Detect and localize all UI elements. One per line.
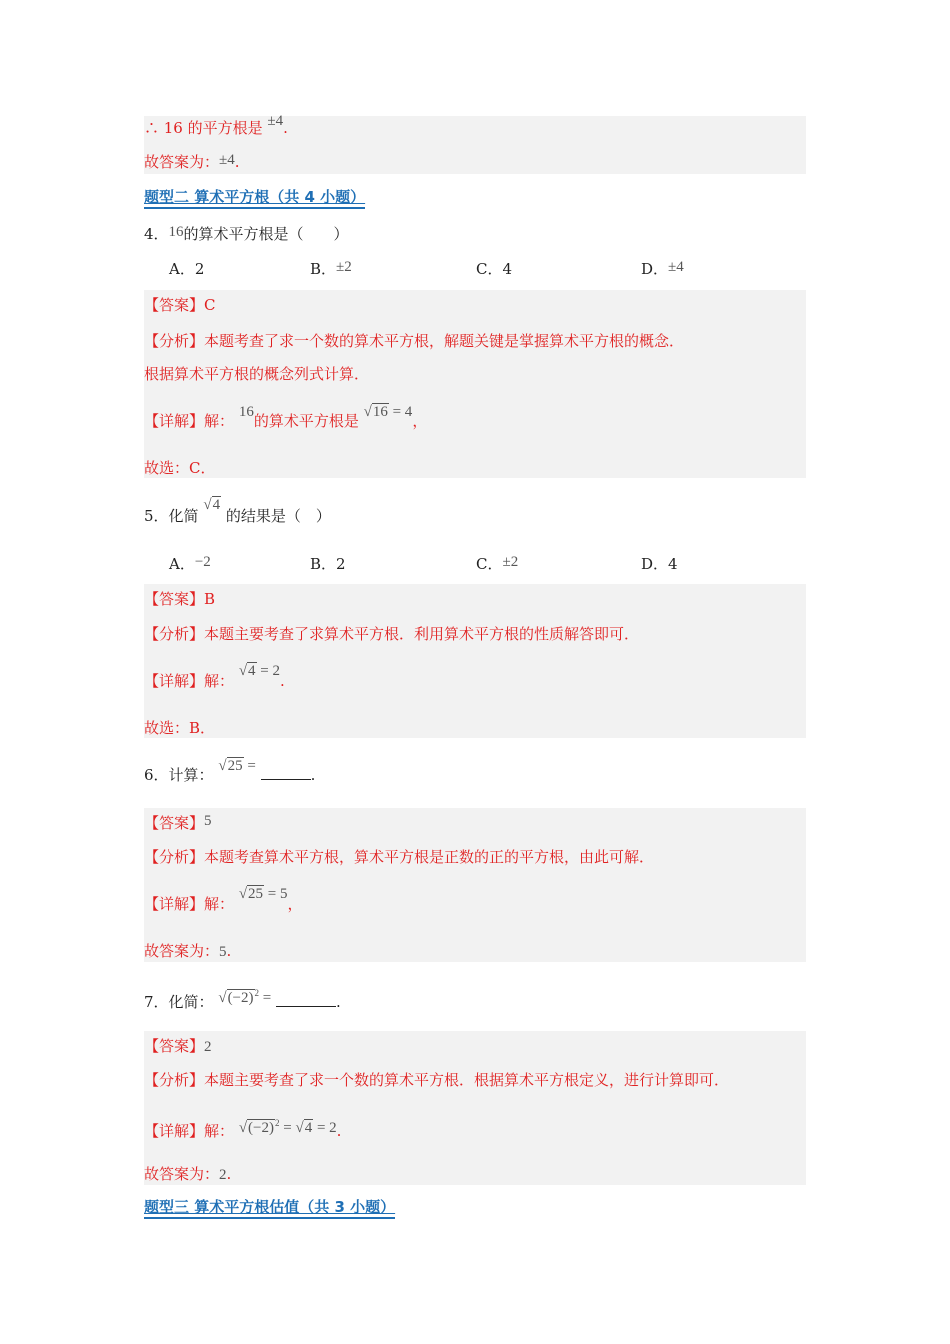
- option-label: A．: [169, 260, 195, 278]
- sqrt-icon: √: [218, 990, 227, 1006]
- option-value: 2: [194, 260, 205, 278]
- conclusion-line: 故选：B．: [144, 719, 216, 737]
- option-value: −2: [194, 554, 211, 570]
- detail-tag: 【详解】: [144, 672, 205, 690]
- option-a: [169, 259, 204, 279]
- sqrt-icon: √: [238, 1120, 248, 1136]
- question-text: 的算术平方根是（ ）: [183, 225, 349, 243]
- answer-tag: 【答案】: [144, 296, 205, 314]
- analysis-text: 本题考查算术平方根，算术平方根是正数的正的平方根，由此可解．: [204, 848, 655, 866]
- analysis-line: [144, 1070, 729, 1090]
- question-7-stem: [144, 988, 341, 1013]
- option-b: [310, 259, 352, 280]
- math-expression: 16: [168, 224, 184, 240]
- answer-line: [144, 295, 216, 315]
- answer-line: [144, 589, 215, 609]
- math-expression: √25 = 5: [238, 886, 288, 902]
- detail-text: 的算术平方根是: [253, 412, 359, 430]
- option-d: [641, 554, 678, 574]
- detail-prefix: 解：: [204, 895, 235, 913]
- conclusion-value: 5: [219, 944, 227, 960]
- math-expression: $√(-2)^2 = √4 = 2$: [238, 1118, 337, 1136]
- analysis-line: [144, 847, 654, 867]
- solution-box-q5: [144, 584, 806, 738]
- conclusion-text: 故答案为：: [144, 153, 220, 171]
- option-value: ±2: [336, 259, 352, 275]
- option-d: [641, 259, 684, 280]
- conclusion-text: 故答案为：: [144, 942, 220, 960]
- option-label: D．: [641, 555, 669, 573]
- math-expression: √4 = 2: [238, 663, 281, 679]
- analysis-text: 本题主要考查了求算术平方根．利用算术平方根的性质解答即可．: [204, 625, 640, 643]
- analysis-tag: 【分析】: [144, 332, 205, 350]
- math-expression: ±4: [267, 113, 284, 129]
- analysis-tag: 【分析】: [144, 848, 205, 866]
- solution-box-q6: [144, 808, 806, 962]
- detail-prefix: 解：: [204, 412, 235, 430]
- sqrt-icon: √: [238, 886, 248, 902]
- math-expression: ±4: [219, 152, 235, 168]
- option-c: [476, 554, 518, 575]
- analysis-line-2: [144, 364, 369, 384]
- analysis-line: [144, 331, 684, 351]
- math-expression: $√(-2)^2$ =: [218, 988, 272, 1006]
- detail-tag: 【详解】: [144, 895, 205, 913]
- solution-box-q7: [144, 1031, 806, 1185]
- punctuation: .: [283, 119, 288, 137]
- detail-tag: 【详解】: [144, 1122, 205, 1140]
- punctuation: .: [280, 672, 285, 690]
- sqrt-icon: √: [218, 758, 227, 774]
- question-number: 7．化简：: [144, 993, 214, 1011]
- solution-text: ∴ 16 的平方根是: [144, 119, 263, 137]
- question-number: 4．: [144, 225, 169, 243]
- detail-line: [144, 886, 303, 915]
- answer-line: [144, 1036, 212, 1057]
- answer-value: C: [204, 296, 216, 314]
- analysis-text: 根据算术平方根的概念列式计算．: [144, 365, 370, 383]
- question-4-stem: [144, 224, 349, 245]
- sqrt-icon: √: [363, 404, 372, 420]
- solution-line: [144, 113, 288, 139]
- detail-prefix: 解：: [204, 672, 235, 690]
- punctuation: .: [310, 766, 316, 784]
- answer-value: 5: [204, 813, 212, 829]
- answer-tag: 【答案】: [144, 590, 205, 608]
- option-value: ±4: [668, 259, 684, 275]
- answer-blank[interactable]: [261, 765, 311, 780]
- math-expression: √4: [203, 497, 221, 513]
- punctuation: .: [226, 1165, 232, 1183]
- exponent: 2: [254, 988, 260, 998]
- conclusion-line: [144, 941, 231, 962]
- conclusion-line: 故选：C．: [144, 459, 216, 477]
- option-label: A．: [169, 555, 195, 573]
- option-label: C．: [476, 260, 503, 278]
- sqrt-icon: √: [203, 497, 212, 513]
- option-label: B．: [310, 555, 337, 573]
- sqrt-icon: √: [295, 1120, 304, 1136]
- option-value: 4: [502, 260, 513, 278]
- punctuation: .: [226, 942, 232, 960]
- detail-line: [144, 663, 285, 692]
- conclusion-text: 故答案为：: [144, 1165, 220, 1183]
- option-label: C．: [476, 555, 503, 573]
- math-expression: √25 =: [218, 758, 256, 774]
- question-number: 5．化简: [144, 507, 199, 525]
- conclusion-line: [144, 1164, 231, 1185]
- detail-prefix: 解：: [204, 1122, 235, 1140]
- answer-tag: 【答案】: [144, 814, 205, 832]
- option-label: D．: [641, 260, 669, 278]
- answer-line: [144, 813, 212, 834]
- conclusion-line: [144, 152, 240, 173]
- option-b: [310, 554, 346, 574]
- answer-value: B: [204, 590, 216, 608]
- solution-box-q4: [144, 290, 806, 478]
- answer-value: 2: [204, 1039, 212, 1055]
- answer-blank[interactable]: [276, 992, 336, 1007]
- section-heading-2: 题型二 算术平方根（共 4 小题）: [144, 188, 365, 209]
- punctuation: ，: [287, 895, 303, 913]
- punctuation: .: [234, 153, 240, 171]
- option-value: 2: [336, 555, 346, 573]
- analysis-text: 本题考查了求一个数的算术平方根，解题关键是掌握算术平方根的概念．: [204, 332, 685, 350]
- detail-line: [144, 404, 428, 432]
- detail-tag: 【详解】: [144, 412, 205, 430]
- punctuation: .: [336, 993, 341, 1011]
- option-a: [169, 554, 211, 575]
- question-5-stem: [144, 497, 331, 527]
- option-c: [476, 259, 512, 279]
- math-expression: √16 = 4: [363, 404, 413, 420]
- analysis-tag: 【分析】: [144, 1071, 205, 1089]
- conclusion-value: 2: [219, 1167, 227, 1183]
- exponent: 2: [275, 1118, 280, 1128]
- question-number: 6．计算：: [144, 766, 214, 784]
- punctuation: ，: [412, 412, 428, 430]
- analysis-line: [144, 624, 639, 644]
- sqrt-icon: √: [238, 663, 248, 679]
- answer-tag: 【答案】: [144, 1037, 205, 1055]
- option-value: ±2: [502, 554, 519, 570]
- punctuation: .: [336, 1122, 342, 1140]
- option-label: B．: [310, 260, 337, 278]
- analysis-tag: 【分析】: [144, 625, 205, 643]
- question-text: 的结果是（ ）: [225, 507, 331, 525]
- detail-line: [144, 1117, 341, 1142]
- question-6-stem: [144, 758, 316, 786]
- analysis-text: 本题主要考查了求一个数的算术平方根．根据算术平方根定义，进行计算即可．: [204, 1071, 730, 1089]
- option-value: 4: [668, 555, 678, 573]
- math-expression: 16: [238, 404, 254, 420]
- section-heading-3: 题型三 算术平方根估值（共 3 小题）: [144, 1198, 395, 1219]
